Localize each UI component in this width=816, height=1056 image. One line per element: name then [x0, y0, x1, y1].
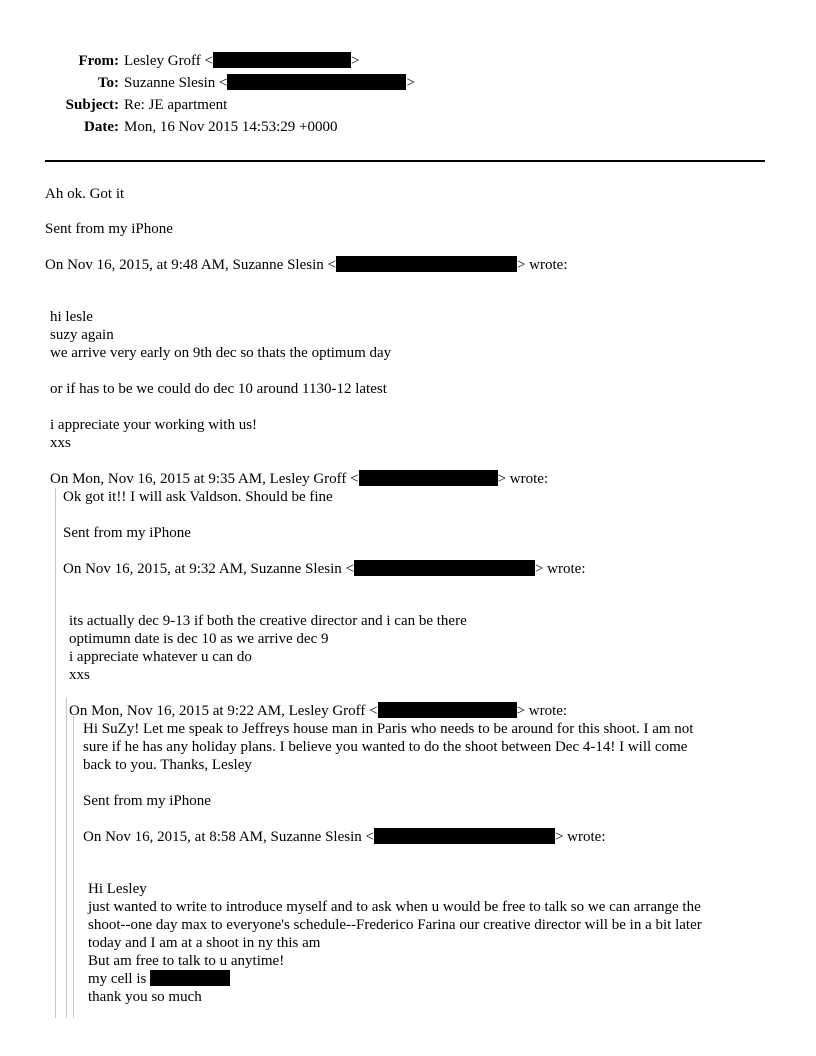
quote-line: But am free to talk to u anytime!	[88, 953, 285, 969]
attribution-line: On Nov 16, 2015, at 9:48 AM, Suzanne Slesin < > wrote:	[45, 257, 568, 273]
signature: Sent from my iPhone	[45, 221, 173, 237]
signature: Sent from my iPhone	[83, 793, 211, 809]
attribution-line: On Nov 16, 2015, at 9:32 AM, Suzanne Slesin < > wrote:	[63, 561, 586, 577]
subject-row	[0, 96, 816, 118]
attribution-line: On Mon, Nov 16, 2015 at 9:35 AM, Lesley Groff < > wrote:	[50, 471, 549, 487]
quote-line: Hi Lesley	[88, 881, 147, 897]
from-label: From:	[78, 53, 119, 69]
redacted-email	[227, 74, 406, 90]
quote-line: or if has to be we could do dec 10 around 1130-12 latest	[50, 381, 387, 397]
subject-label: Subject:	[65, 97, 119, 113]
from-value: Lesley Groff <	[124, 53, 213, 69]
quote-line: i appreciate your working with us!	[50, 417, 258, 433]
email-header	[0, 52, 816, 140]
redacted-email	[378, 702, 517, 718]
quote-bar	[73, 716, 74, 1018]
redacted-email	[354, 560, 535, 576]
date-label: Date:	[84, 119, 119, 135]
quote-line: its actually dec 9-13 if both the creative director and i can be there	[69, 613, 467, 629]
quote-line: Ok got it!! I will ask Valdson. Should be fine	[63, 489, 333, 505]
redacted-email	[359, 470, 498, 486]
quote-line: suzy again	[50, 327, 114, 343]
quote-line: xxs	[50, 435, 71, 451]
from-row: From: Lesley Groff < >	[0, 52, 816, 74]
quote-line: today and I am at a shoot in ny this am	[88, 935, 321, 951]
quote-bar	[55, 488, 56, 1018]
to-row: To: Suzanne Slesin < >	[0, 74, 816, 96]
quote-bar	[66, 698, 67, 1018]
redacted-email	[213, 52, 351, 68]
cell-line: my cell is	[88, 970, 230, 988]
to-value: Suzanne Slesin <	[124, 75, 228, 91]
redacted-phone	[150, 970, 230, 986]
reply-text: Ah ok. Got it	[45, 186, 125, 202]
attribution-line: On Mon, Nov 16, 2015 at 9:22 AM, Lesley Groff < > wrote:	[69, 703, 568, 719]
quote-line: i appreciate whatever u can do	[69, 649, 252, 665]
attribution-line: On Nov 16, 2015, at 8:58 AM, Suzanne Slesin < > wrote:	[83, 829, 606, 845]
quote-line: back to you. Thanks, Lesley	[83, 757, 252, 773]
signature: Sent from my iPhone	[63, 525, 191, 541]
quote-line: Hi SuZy! Let me speak to Jeffreys house man in Paris who needs to be around for this shoot. I am not	[83, 721, 694, 737]
quote-line: optimumn date is dec 10 as we arrive dec 9	[69, 631, 329, 647]
redacted-email	[336, 256, 517, 272]
quote-line: shoot--one day max to everyone's schedule--Frederico Farina our creative director will be in a bit later	[88, 917, 702, 933]
quote-line: hi lesle	[50, 309, 93, 325]
quote-line: sure if he has any holiday plans. I believe you wanted to do the shoot between Dec 4-14! I will come	[83, 739, 688, 755]
header-divider	[45, 160, 765, 162]
subject-value: Re: JE apartment	[124, 97, 228, 113]
date-row	[0, 118, 816, 140]
quote-line: xxs	[69, 667, 90, 683]
quote-line: just wanted to write to introduce myself and to ask when u would be free to talk so we can arrange the	[88, 899, 701, 915]
to-label: To:	[97, 75, 119, 91]
quote-line: we arrive very early on 9th dec so thats the optimum day	[50, 345, 392, 361]
redacted-email	[374, 828, 555, 844]
date-value: Mon, 16 Nov 2015 14:53:29 +0000	[124, 119, 338, 135]
closing-line: thank you so much	[88, 989, 202, 1005]
